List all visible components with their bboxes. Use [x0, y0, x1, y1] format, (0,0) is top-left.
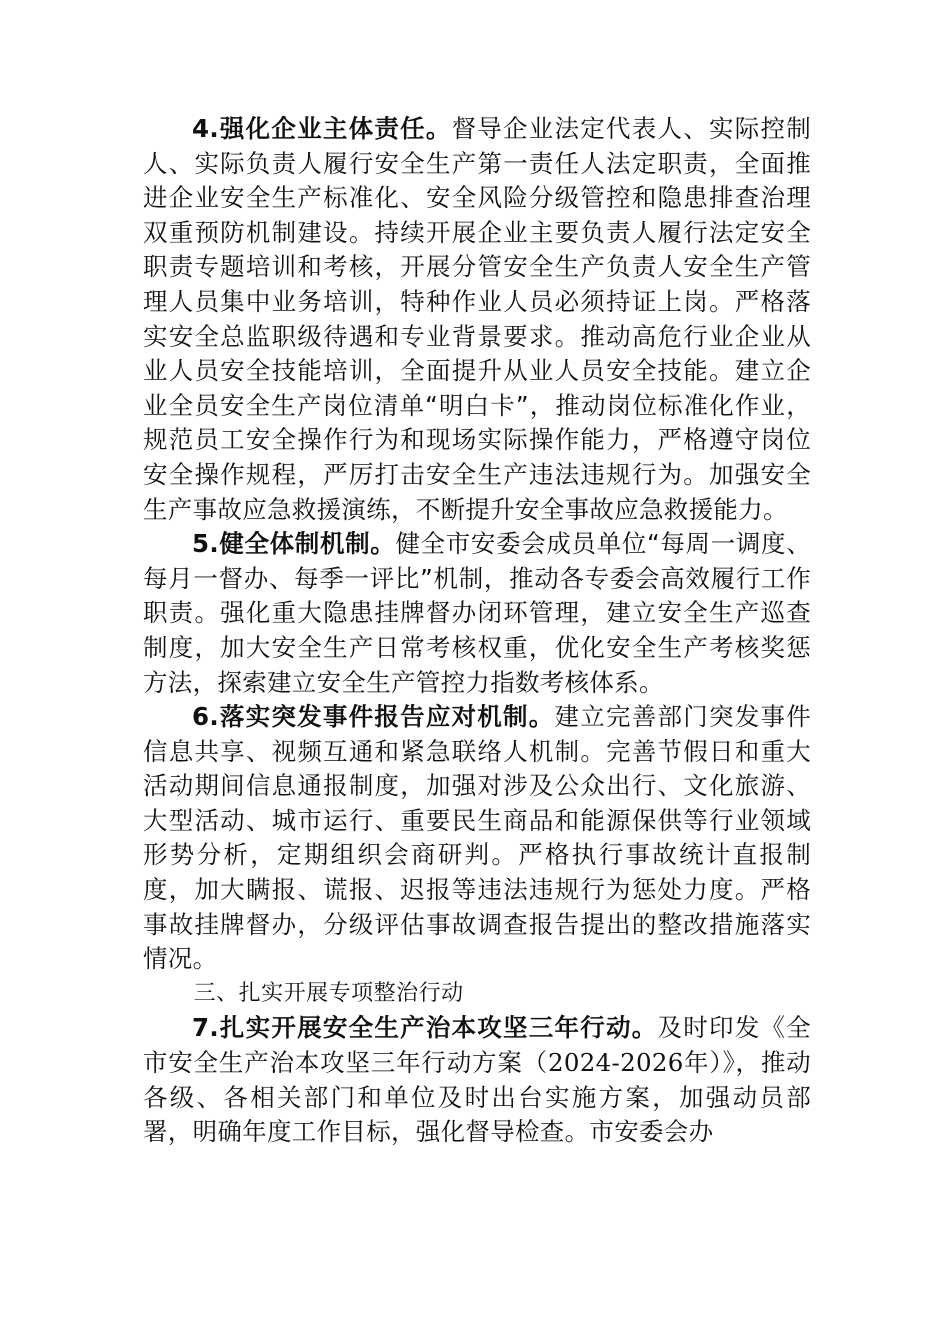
paragraph-4-body: 督导企业法定代表人、实际控制人、实际负责人履行安全生产第一责任人法定职责，全面推进企业安全生产标准化、安全风险分级管控和隐患排查治理双重预防机制建设。持续开展企业主要负责人履行法定安全职责专题培训和考核，开展分管安全生产负责人安全生产管理人员集中业务培训，特种作业人员必须持证上岗。严格落实安全总监职级待遇和专业背景要求。推动高危行业企业从业人员安全技能培训，全面提升从业人员安全技能。建立企业全员安全生产岗位清单“明白卡”，推动岗位标准化作业，规范员工安全操作行为和现场实际操作能力，严格遵守岗位安全操作规程，严厉打击安全生产违法违规行为。加强安全生产事故应急救援演练，不断提升安全事故应急救援能力。: [143, 114, 811, 524]
paragraph-6-body: 建立完善部门突发事件信息共享、视频互通和紧急联络人机制。完善节假日和重大活动期间信息通报制度，加强对涉及公众出行、文化旅游、大型活动、城市运行、重要民生商品和能源保供等行业领域形势分析，定期组织会商研判。严格执行事故统计直报制度，加大瞒报、谎报、迟报等违法违规行为惩处力度。严格事故挂牌督办，分级评估事故调查报告提出的整改措施落实情况。: [143, 702, 811, 974]
paragraph-5: [143, 527, 811, 700]
paragraph-7-body-post: 年）》，推动各级、各相关部门和单位及时出台实施方案，加强动员部署，明确年度工作目标，强化督导检查。市安委会办: [143, 1048, 811, 1147]
paragraph-6: [143, 700, 811, 977]
paragraph-5-heading: 5.健全体制机制。: [192, 529, 396, 559]
paragraph-7-body-pre: 及时印发《全市安全生产治本攻坚三年行动方案（: [143, 1013, 811, 1078]
document-page: [143, 112, 811, 1150]
section-heading-3: 三、扎实开展专项整治行动: [193, 980, 464, 1006]
paragraph-7-years: 2024-2026: [547, 1048, 684, 1078]
paragraph-6-heading: 6.落实突发事件报告应对机制。: [192, 702, 555, 732]
paragraph-4-heading: 4.强化企业主体责任。: [192, 114, 452, 143]
paragraph-7-heading: 7.扎实开展安全生产治本攻坚三年行动。: [192, 1013, 658, 1043]
paragraph-4: [143, 112, 811, 527]
paragraph-5-body: 健全市安委会成员单位“每周一调度、每月一督办、每季一评比”机制，推动各专委会高效履行工作职责。强化重大隐患挂牌督办闭环管理，建立安全生产巡查制度，加大安全生产日常考核权重，优化安全生产考核奖惩方法，探索建立安全生产管控力指数考核体系。: [143, 529, 811, 697]
paragraph-7: [143, 1011, 811, 1149]
